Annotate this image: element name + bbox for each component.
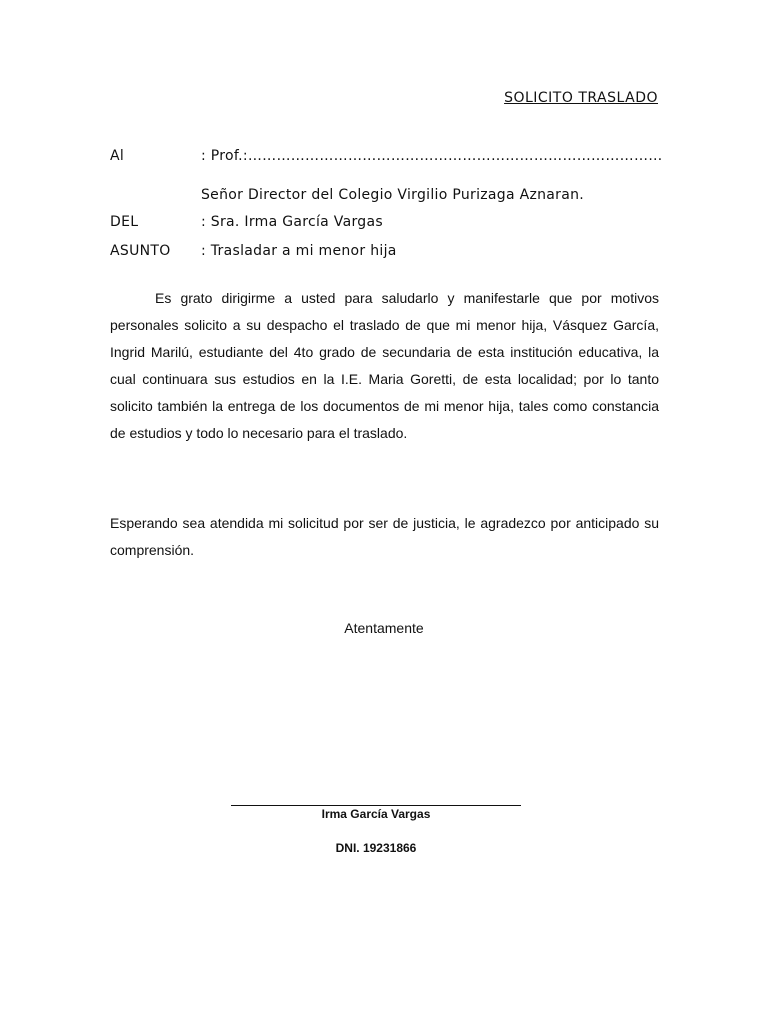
- del-label: DEL: [110, 214, 139, 230]
- del-value: : Sra. Irma García Vargas: [201, 214, 383, 230]
- asunto-label: ASUNTO: [110, 243, 171, 259]
- body-paragraph-1: Es grato dirigirme a usted para saludarlo y manifestarle que por motivos personales solicito a su despacho el traslado de que mi menor hija, Vásquez García, Ingrid Marilú, estudiante del 4to grado de secundaria de esta institución educativa, la cual continuara sus estudios en la I.E. Maria Goretti, de esta localidad; por lo tanto solicito también la entrega de los documentos de mi menor hija, tales como constancia de estudios y todo lo necesario para el traslado.: [110, 290, 659, 441]
- signature-name: Irma García Vargas: [321, 807, 431, 821]
- director-line: Señor Director del Colegio Virgilio Purizaga Aznaran.: [201, 187, 585, 203]
- asunto-value: : Trasladar a mi menor hija: [201, 243, 397, 259]
- signature-line: [231, 805, 521, 806]
- document-title: SOLICITO TRASLADO: [504, 90, 658, 106]
- body-paragraph-2: Esperando sea atendida mi solicitud por ser de justicia, le agradezco por anticipado su comprensión.: [110, 515, 659, 558]
- al-value: : Prof.:……………………………………………………………………………: [201, 148, 663, 164]
- signature-dni: DNI. 19231866: [335, 841, 417, 855]
- al-label: Al: [110, 148, 125, 164]
- closing-salutation: Atentamente: [344, 620, 424, 636]
